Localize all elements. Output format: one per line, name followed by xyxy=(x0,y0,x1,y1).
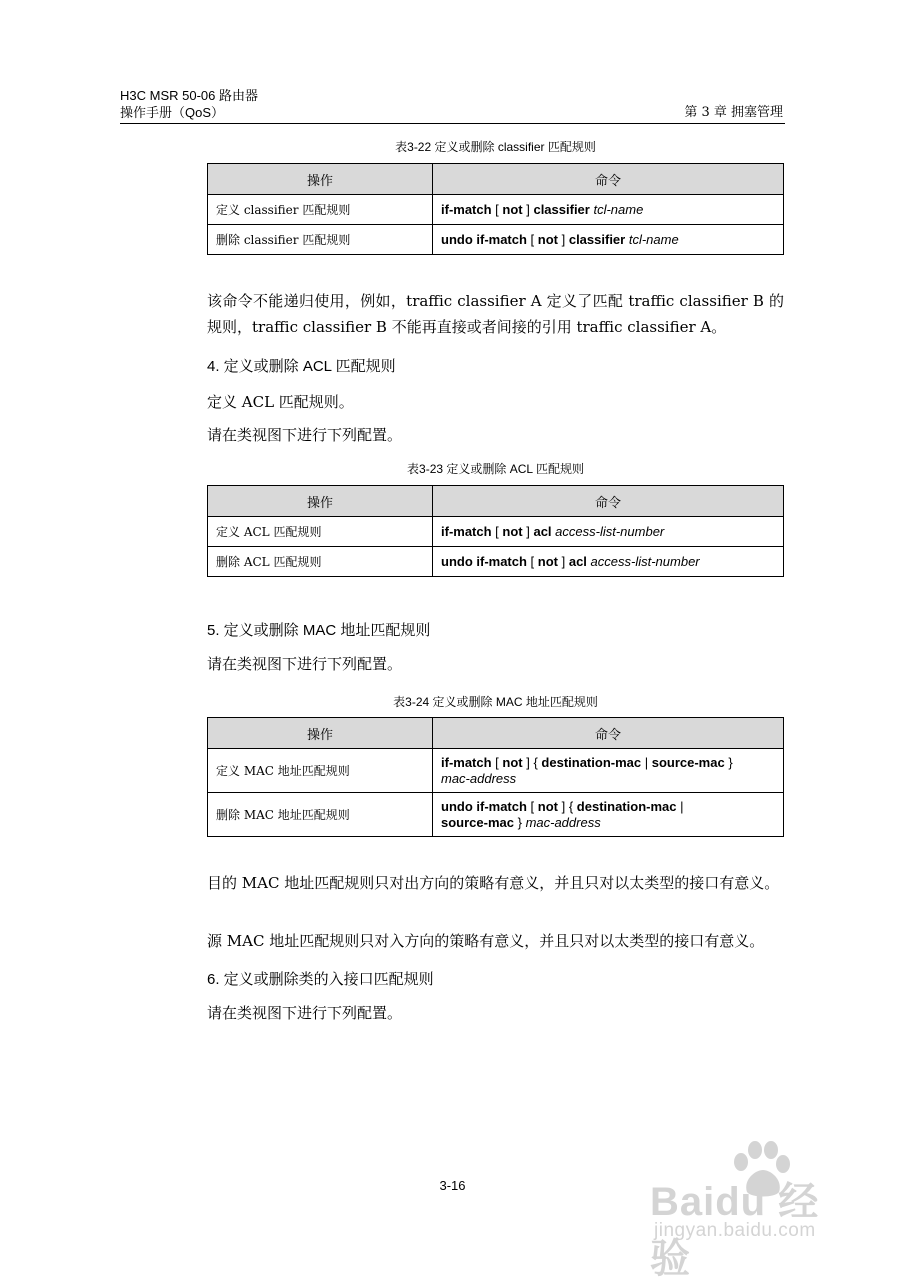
command-table-mac xyxy=(207,717,784,837)
command-keyword: undo if-match xyxy=(441,553,527,569)
command-keyword: source-mac xyxy=(651,754,725,770)
operation-cell: 定义 MAC 地址匹配规则 xyxy=(208,749,433,793)
command-cell xyxy=(433,547,784,577)
body-paragraph: 请在类视图下进行下列配置。 xyxy=(207,655,403,673)
command-syntax: ] xyxy=(558,553,569,569)
command-syntax: [ xyxy=(491,523,503,539)
command-keyword: not xyxy=(502,201,523,217)
command-keyword: not xyxy=(537,553,558,569)
table-caption: 表3-23 定义或删除 ACL 匹配规则 xyxy=(407,462,584,476)
command-cell xyxy=(433,793,784,837)
command-syntax: } xyxy=(513,814,526,830)
command-syntax: } xyxy=(724,754,733,770)
command-keyword: classifier xyxy=(568,231,626,247)
command-argument: mac-address xyxy=(525,814,601,830)
section-heading-mac: 5. 定义或删除 MAC 地址匹配规则 xyxy=(207,622,431,639)
command-keyword: destination-mac xyxy=(576,798,677,814)
command-argument: access-list-number xyxy=(555,523,665,539)
command-syntax: ] { xyxy=(558,798,577,814)
watermark-url: jingyan.baidu.com xyxy=(654,1220,816,1241)
column-header-command: 命令 xyxy=(433,718,784,749)
body-paragraph: 定义 ACL 匹配规则。 xyxy=(207,393,354,411)
column-header-command: 命令 xyxy=(433,164,784,195)
table-caption: 表3-24 定义或删除 MAC 地址匹配规则 xyxy=(393,695,598,709)
body-paragraph: 源 MAC 地址匹配规则只对入方向的策略有意义，并且只对以太类型的接口有意义。 xyxy=(207,932,765,950)
command-keyword: destination-mac xyxy=(541,754,642,770)
command-argument: mac-address xyxy=(441,770,517,786)
table-row xyxy=(208,547,784,577)
command-keyword: undo if-match xyxy=(441,231,527,247)
command-syntax: | xyxy=(641,754,652,770)
operation-cell: 删除 MAC 地址匹配规则 xyxy=(208,793,433,837)
command-cell xyxy=(433,517,784,547)
command-cell xyxy=(433,749,784,793)
command-keyword: if-match xyxy=(441,754,492,770)
command-syntax: [ xyxy=(526,231,538,247)
header-rule xyxy=(120,123,785,124)
command-keyword: not xyxy=(502,523,523,539)
command-keyword: not xyxy=(537,231,558,247)
command-keyword: acl xyxy=(533,523,552,539)
command-cell xyxy=(433,195,784,225)
command-keyword: acl xyxy=(568,553,587,569)
command-syntax: [ xyxy=(526,553,538,569)
column-header-operation: 操作 xyxy=(208,718,433,749)
table-header-row xyxy=(208,718,784,749)
body-paragraph: 目的 MAC 地址匹配规则只对出方向的策略有意义，并且只对以太类型的接口有意义。 xyxy=(207,874,780,892)
table-row xyxy=(208,793,784,837)
command-syntax: ] xyxy=(522,523,534,539)
command-syntax: ] xyxy=(558,231,569,247)
column-header-command: 命令 xyxy=(433,486,784,517)
command-keyword: if-match xyxy=(441,523,492,539)
command-syntax: ] xyxy=(522,201,534,217)
table-row xyxy=(208,749,784,793)
body-paragraph: 该命令不能递归使用，例如，traffic classifier A 定义了匹配 traffic classifier B 的规则，traffic classifier B 不能再直接或者间接的引用 traffic classifier A。 xyxy=(207,292,784,336)
table-row xyxy=(208,195,784,225)
command-syntax: ] { xyxy=(522,754,542,770)
command-keyword: classifier xyxy=(533,201,590,217)
page-number: 3-16 xyxy=(439,1178,466,1193)
command-syntax: [ xyxy=(491,201,503,217)
section-heading-acl: 4. 定义或删除 ACL 匹配规则 xyxy=(207,358,396,375)
column-header-operation: 操作 xyxy=(208,486,433,517)
command-keyword: not xyxy=(502,754,523,770)
body-paragraph: 请在类视图下进行下列配置。 xyxy=(207,426,403,444)
command-keyword: undo if-match xyxy=(441,798,527,814)
table-header-row xyxy=(208,486,784,517)
table-row xyxy=(208,517,784,547)
operation-cell: 定义 classifier 匹配规则 xyxy=(208,195,433,225)
body-paragraph: 请在类视图下进行下列配置。 xyxy=(207,1004,403,1022)
command-cell xyxy=(433,225,784,255)
table-header-row xyxy=(208,164,784,195)
table-row xyxy=(208,225,784,255)
table-caption: 表3-22 定义或删除 classifier 匹配规则 xyxy=(395,140,596,154)
command-argument: tcl-name xyxy=(628,231,679,247)
operation-cell: 定义 ACL 匹配规则 xyxy=(208,517,433,547)
command-syntax: [ xyxy=(526,798,538,814)
operation-cell: 删除 classifier 匹配规则 xyxy=(208,225,433,255)
header-product: H3C MSR 50-06 路由器 xyxy=(120,88,258,103)
header-chapter: 第 3 章 拥塞管理 xyxy=(684,105,783,120)
column-header-operation: 操作 xyxy=(208,164,433,195)
command-syntax: [ xyxy=(491,754,503,770)
command-table-classifier xyxy=(207,163,784,255)
command-keyword: if-match xyxy=(441,201,492,217)
watermark-logo: Baidu 经验 xyxy=(650,1180,820,1281)
section-heading-inbound-interface: 6. 定义或删除类的入接口匹配规则 xyxy=(207,971,434,988)
operation-cell: 删除 ACL 匹配规则 xyxy=(208,547,433,577)
command-table-acl xyxy=(207,485,784,577)
command-argument: access-list-number xyxy=(590,553,700,569)
baidu-jingyan-watermark xyxy=(650,1140,860,1281)
command-keyword: not xyxy=(537,798,558,814)
command-keyword: source-mac xyxy=(441,814,514,830)
header-manual: 操作手册（QoS） xyxy=(120,105,225,120)
command-syntax: | xyxy=(676,798,684,814)
command-argument: tcl-name xyxy=(593,201,644,217)
